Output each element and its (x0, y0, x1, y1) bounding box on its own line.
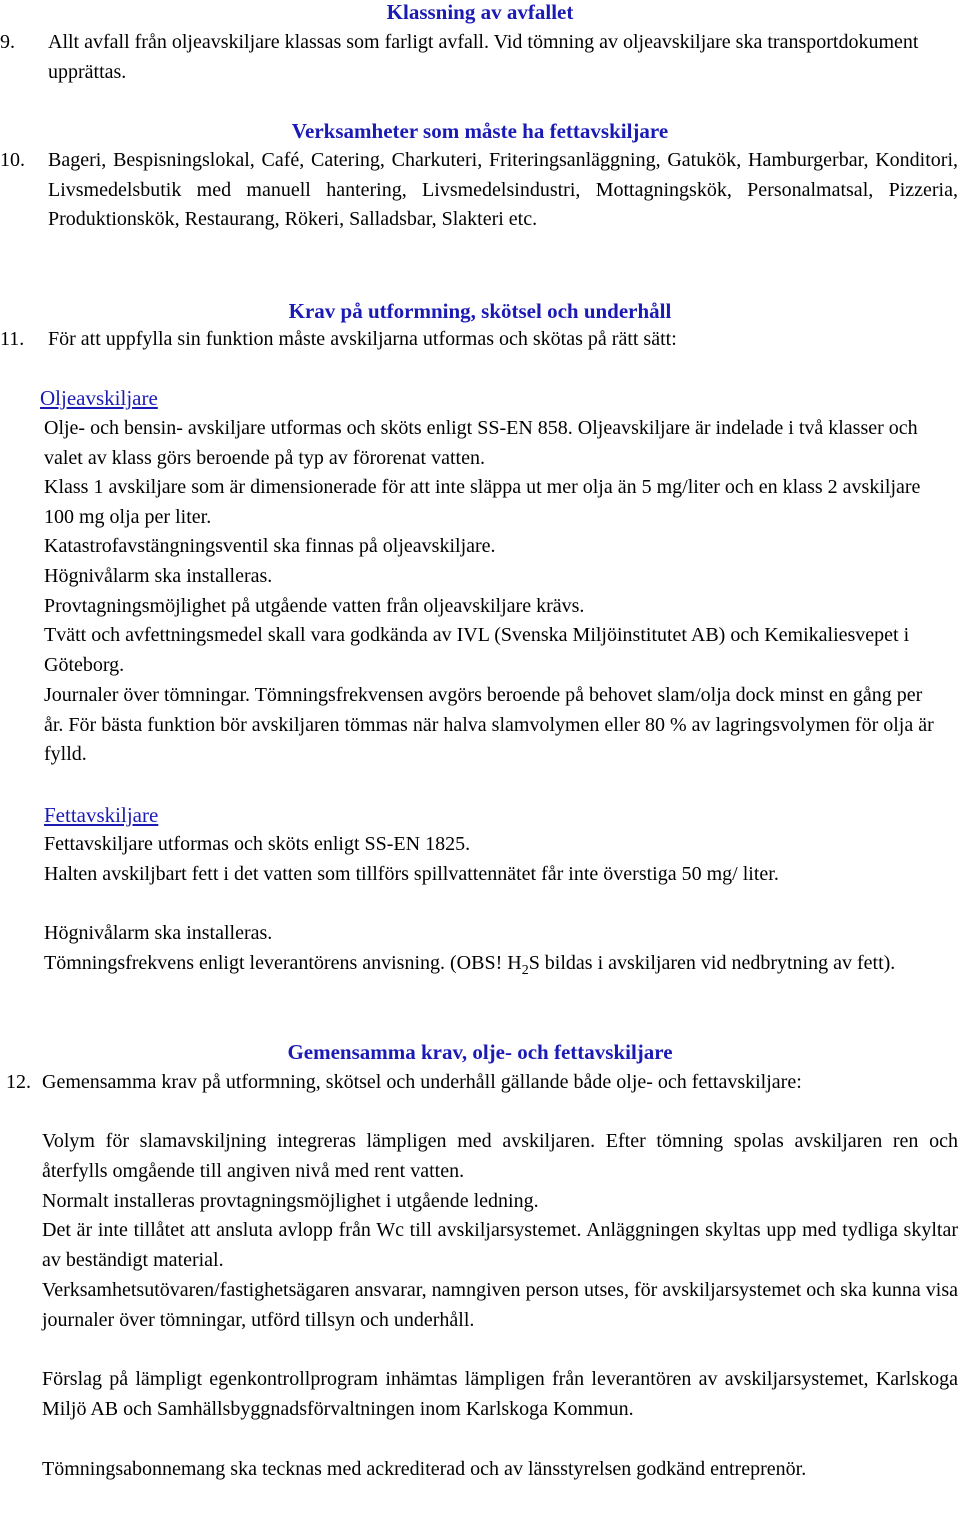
fett-item: Halten avskiljbart fett i det vatten som tillförs spillvattennätet får inte överstiga 50 mg/ liter. (44, 863, 779, 885)
item-number-9: 9. (0, 31, 15, 53)
olje-item: Provtagningsmöjlighet på utgående vatten från oljeavskiljare krävs. (44, 595, 585, 617)
gemensamma-item: Normalt installeras provtagningsmöjlighet i utgående ledning. (42, 1190, 539, 1212)
gemensamma-item: Volym för slamavskiljning integreras lämpligen med avskiljaren. Efter tömning spolas avskiljaren ren och återfylls omgående till angiven nivå med rent vatten. (42, 1130, 958, 1182)
item-number-11: 11. (0, 328, 25, 350)
gemensamma-item: Det är inte tillåtet att ansluta avlopp från Wc till avskiljarsystemet. Anläggningen skyltas upp med tydliga skyltar av beständigt material. (42, 1219, 958, 1271)
olje-item: Tvätt och avfettningsmedel skall vara godkända av IVL (Svenska Miljöinstitutet AB) och Kemikaliesvepet i Göteborg. (44, 624, 910, 676)
fett-item-tomningsfrekvens (44, 949, 944, 979)
fett-item: Högnivålarm ska installeras. (44, 922, 273, 944)
item-number-10: 10. (0, 149, 25, 171)
gemensamma-item: Förslag på lämpligt egenkontrollprogram inhämtas lämpligen från leverantören av avskiljarsystemet, Karlskoga Miljö AB och Samhällsbyggnadsförvaltningen inom Karlskoga Kommun. (42, 1368, 958, 1420)
subscript-2: 2 (521, 963, 529, 978)
paragraph-krav: För att uppfylla sin funktion måste avskiljarna utformas och skötas på rätt sätt: (48, 328, 677, 350)
fett-item-text-before: Tömningsfrekvens enligt leverantörens anvisning. (OBS! H (44, 952, 522, 974)
fett-item-text-after: S bildas i avskiljaren vid nedbrytning av fett). (528, 952, 896, 974)
fett-item: Fettavskiljare utformas och sköts enligt SS-EN 1825. (44, 833, 471, 855)
olje-item: Olje- och bensin- avskiljare utformas och sköts enligt SS-EN 858. Oljeavskiljare är indelade i två klasser och valet av klass görs beroende på typ av förorenat vatten. (44, 417, 918, 469)
gemensamma-item: Tömningsabonnemang ska tecknas med ackrediterad och av länsstyrelsen godkänd entreprenör. (42, 1458, 807, 1480)
gemensamma-item: Verksamhetsutövaren/fastighetsägaren ansvarar, namngiven person utses, för avskiljarsystemet och ska kunna visa journaler över tömningar, utförd tillsyn och underhåll. (42, 1279, 958, 1331)
item-number-12: 12. (6, 1071, 31, 1093)
olje-item: Högnivålarm ska installeras. (44, 565, 273, 587)
paragraph-klassning: Allt avfall från oljeavskiljare klassas som farligt avfall. Vid tömning av oljeavskiljare ska transportdokument upprättas. (48, 31, 919, 83)
heading-klassning: Klassning av avfallet (386, 0, 574, 24)
heading-krav: Krav på utformning, skötsel och underhåll (288, 299, 672, 323)
olje-item: Klass 1 avskiljare som är dimensionerade för att inte släppa ut mer olja än 5 mg/liter och en klass 2 avskiljare 100 mg olja per liter. (44, 476, 921, 528)
paragraph-gemensamma-intro: Gemensamma krav på utformning, skötsel och underhåll gällande både olje- och fettavskiljare: (42, 1071, 802, 1093)
subheading-fettavskiljare: Fettavskiljare (44, 803, 159, 827)
heading-verksamheter: Verksamheter som måste ha fettavskiljare (291, 119, 669, 143)
olje-item: Journaler över tömningar. Tömningsfrekvensen avgörs beroende på behovet slam/olja dock minst en gång per år. För bästa funktion bör avskiljaren tömmas när halva slamvolymen eller 80 % av lagringsvolymen för olja är fylld. (44, 684, 934, 766)
paragraph-verksamheter: Bageri, Bespisningslokal, Café, Catering, Charkuteri, Friteringsanläggning, Gatukök, Hamburgerbar, Konditori, Livsmedelsbutik med manuell hantering, Livsmedelsindustri, Mottagningskök, Personalmatsal, Pizzeria, Produktionskök, Restaurang, Rökeri, Salladsbar, Slakteri etc. (48, 149, 958, 231)
subheading-oljeavskiljare: Oljeavskiljare (40, 386, 158, 410)
olje-item: Katastrofavstängningsventil ska finnas på oljeavskiljare. (44, 535, 496, 557)
heading-gemensamma: Gemensamma krav, olje- och fettavskiljare (287, 1040, 673, 1064)
